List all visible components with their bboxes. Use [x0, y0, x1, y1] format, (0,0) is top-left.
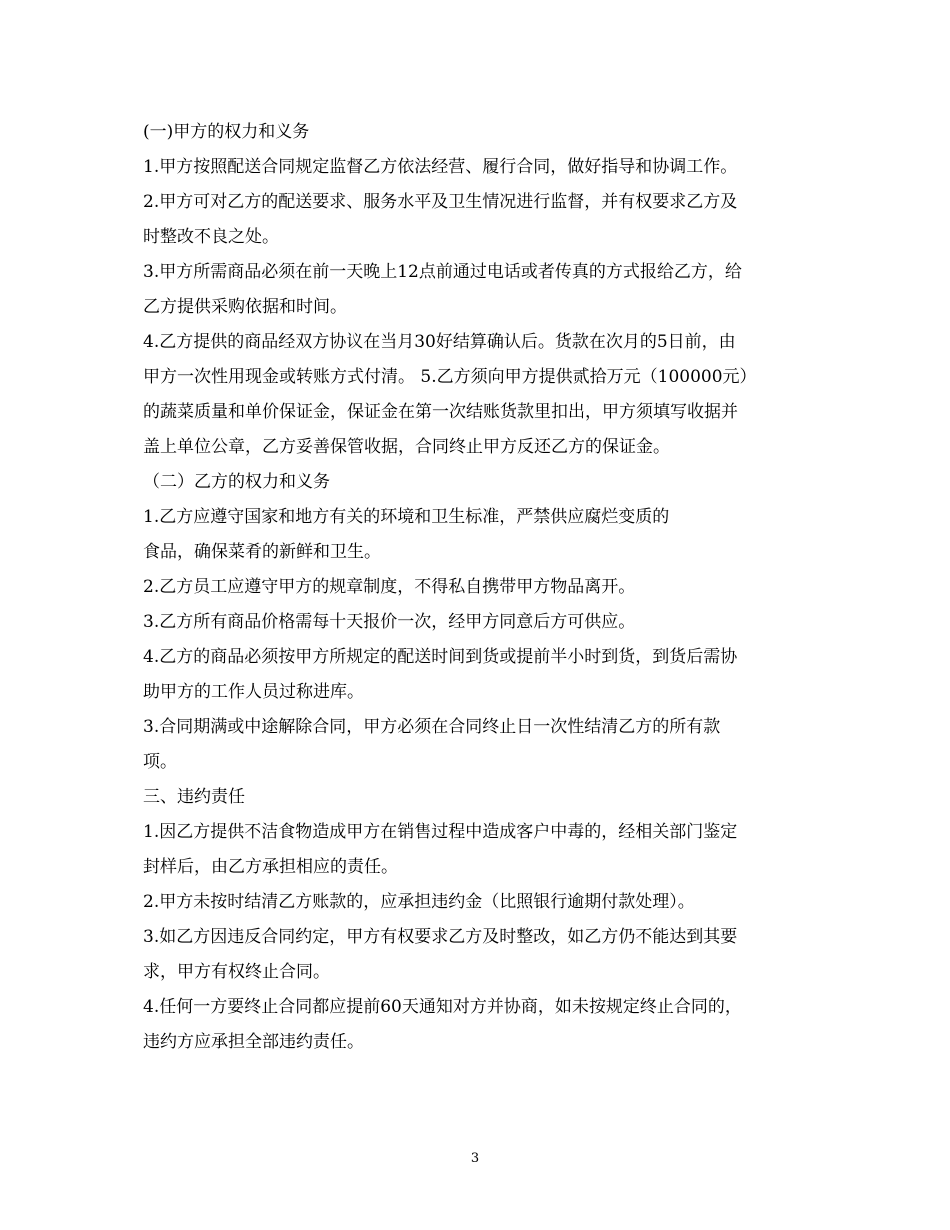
paragraph-line: 3.合同期满或中途解除合同，甲方必须在合同终止日一次性结清乙方的所有款 — [143, 717, 721, 737]
paragraph-line: 3.甲方所需商品必须在前一天晚上12点前通过电话或者传真的方式报给乙方，给 — [143, 262, 742, 282]
paragraph-line: 违约方应承担全部违约责任。 — [143, 1032, 364, 1052]
paragraph-line: 3.乙方所有商品价格需每十天报价一次，经甲方同意后方可供应。 — [143, 612, 636, 632]
section-heading-party-a: (一)甲方的权力和义务 — [143, 122, 310, 142]
paragraph-line: 2.乙方员工应遵守甲方的规章制度，不得私自携带甲方物品离开。 — [143, 577, 636, 597]
paragraph-line: 项。 — [143, 752, 177, 772]
paragraph-line: 1.甲方按照配送合同规定监督乙方依法经营、履行合同，做好指导和协调工作。 — [143, 157, 738, 177]
paragraph-line: 食品，确保菜肴的新鲜和卫生。 — [143, 542, 381, 562]
paragraph-line: 3.如乙方因违反合同约定，甲方有权要求乙方及时整改，如乙方仍不能达到其要 — [143, 927, 738, 947]
section-heading-party-b: （二）乙方的权力和义务 — [143, 472, 330, 492]
paragraph-line: 的蔬菜质量和单价保证金，保证金在第一次结账货款里扣出，甲方须填写收据并 — [143, 402, 738, 422]
document-body — [143, 115, 813, 1060]
page-number: 3 — [470, 1151, 480, 1166]
paragraph-line: 4.任何一方要终止合同都应提前60天通知对方并协商，如未按规定终止合同的， — [143, 997, 742, 1017]
paragraph-line: 4.乙方的商品必须按甲方所规定的配送时间到货或提前半小时到货，到货后需协 — [143, 647, 738, 667]
section-heading-breach: 三、违约责任 — [143, 787, 245, 807]
paragraph-line: 乙方提供采购依据和时间。 — [143, 297, 347, 317]
paragraph-line: 求，甲方有权终止合同。 — [143, 962, 330, 982]
paragraph-line: 1.因乙方提供不洁食物造成甲方在销售过程中造成客户中毒的，经相关部门鉴定 — [143, 822, 738, 842]
paragraph-line: 甲方一次性用现金或转账方式付清。 5.乙方须向甲方提供贰拾万元（100000元） — [143, 367, 757, 387]
paragraph-line: 2.甲方可对乙方的配送要求、服务水平及卫生情况进行监督，并有权要求乙方及 — [143, 192, 738, 212]
paragraph-line: 盖上单位公章，乙方妥善保管收据，合同终止甲方反还乙方的保证金。 — [143, 437, 670, 457]
paragraph-line: 助甲方的工作人员过称进库。 — [143, 682, 364, 702]
paragraph-line: 1.乙方应遵守国家和地方有关的环境和卫生标准，严禁供应腐烂变质的 — [143, 507, 670, 527]
paragraph-line: 4.乙方提供的商品经双方协议在当月30好结算确认后。货款在次月的5日前，由 — [143, 332, 736, 352]
paragraph-line: 封样后，由乙方承担相应的责任。 — [143, 857, 398, 877]
paragraph-line: 2.甲方未按时结清乙方账款的，应承担违约金（比照银行逾期付款处理）。 — [143, 892, 695, 912]
paragraph-line: 时整改不良之处。 — [143, 227, 279, 247]
